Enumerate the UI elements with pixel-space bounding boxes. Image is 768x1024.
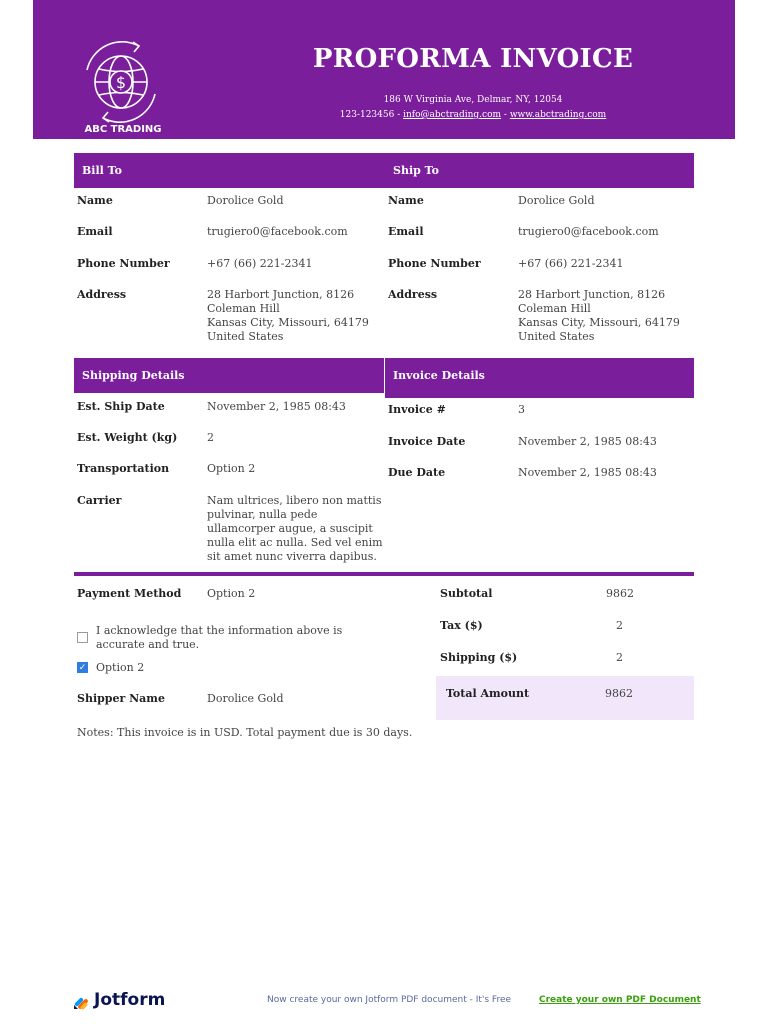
carrier-line: Nam ultrices, libero non mattis <box>207 494 382 507</box>
carrier-value <box>207 494 383 564</box>
option-label: Option 2 <box>96 661 145 674</box>
address-line: Coleman Hill <box>207 302 280 315</box>
acknowledge-text <box>96 624 342 652</box>
bill-ship-header-bar <box>74 153 694 188</box>
subtotal-value: 9862 <box>606 587 634 600</box>
acknowledge-line: accurate and true. <box>96 638 200 651</box>
transportation-label: Transportation <box>77 462 170 475</box>
invoice-number-label: Invoice # <box>388 403 446 416</box>
address-line: 28 Harbort Junction, 8126 <box>207 288 355 301</box>
address-line: United States <box>207 330 284 343</box>
shipping-cost-label: Shipping ($) <box>440 651 518 664</box>
carrier-line: sit amet nunc viverra dapibus. <box>207 550 377 563</box>
invoice-details-heading: Invoice Details <box>393 369 485 382</box>
ship-email-value: trugiero0@facebook.com <box>518 225 659 238</box>
weight-label: Est. Weight (kg) <box>77 431 178 444</box>
payment-method-label: Payment Method <box>77 587 182 600</box>
carrier-line: pulvinar, nulla pede <box>207 508 318 521</box>
company-contact <box>233 110 713 120</box>
address-line: United States <box>518 330 595 343</box>
due-date-label: Due Date <box>388 466 446 479</box>
shipping-details-heading: Shipping Details <box>82 369 185 382</box>
company-address: 186 W Virginia Ave, Delmar, NY, 12054 <box>383 95 563 105</box>
invoice-number-value: 3 <box>518 403 525 416</box>
ship-email-label: Email <box>388 225 424 238</box>
due-date-value: November 2, 1985 08:43 <box>518 466 657 479</box>
bill-email-label: Email <box>77 225 113 238</box>
ship-date-label: Est. Ship Date <box>77 400 165 413</box>
company-website-link[interactable]: www.abctrading.com <box>509 110 607 120</box>
address-line: Kansas City, Missouri, 64179 <box>207 316 369 329</box>
tax-label: Tax ($) <box>440 619 483 632</box>
bill-phone-label: Phone Number <box>77 257 170 270</box>
shipper-name-label: Shipper Name <box>77 692 165 705</box>
invoice-header <box>33 0 735 139</box>
jotform-logo-text[interactable]: Jotform <box>94 990 166 1010</box>
subtotal-label: Subtotal <box>440 587 493 600</box>
create-pdf-link[interactable]: Create your own PDF Document <box>539 995 701 1005</box>
company-name: ABC TRADING <box>84 124 162 135</box>
address-line: Coleman Hill <box>518 302 591 315</box>
bill-email-value: trugiero0@facebook.com <box>207 225 348 238</box>
carrier-label: Carrier <box>77 494 122 507</box>
bill-to-heading: Bill To <box>82 164 122 177</box>
svg-text:$: $ <box>115 73 127 92</box>
ship-address-label: Address <box>388 288 438 301</box>
total-amount-value: 9862 <box>605 687 633 700</box>
checkmark-icon: ✓ <box>78 663 87 673</box>
company-email-link[interactable]: info@abctrading.com <box>403 110 502 120</box>
ship-date-value: November 2, 1985 08:43 <box>207 400 346 413</box>
total-amount-label: Total Amount <box>446 687 530 700</box>
invoice-date-value: November 2, 1985 08:43 <box>518 435 657 448</box>
bill-name-label: Name <box>77 194 113 207</box>
footer-promo-text: Now create your own Jotform PDF document - It's Free <box>267 995 512 1005</box>
invoice-details-bar <box>385 358 694 398</box>
ship-address-value <box>518 288 680 344</box>
acknowledge-checkbox[interactable] <box>77 632 88 643</box>
carrier-line: ullamcorper augue, a suscipit <box>207 522 373 535</box>
option-checkbox[interactable] <box>77 662 88 673</box>
section-divider <box>74 572 694 576</box>
page-title: PROFORMA INVOICE <box>312 44 634 74</box>
ship-to-heading: Ship To <box>393 164 439 177</box>
address-line: Kansas City, Missouri, 64179 <box>518 316 680 329</box>
invoice-date-label: Invoice Date <box>388 435 466 448</box>
address-line: 28 Harbort Junction, 8126 <box>518 288 666 301</box>
invoice-notes: Notes: This invoice is in USD. Total payment due is 30 days. <box>77 726 413 739</box>
transportation-value: Option 2 <box>207 462 256 475</box>
globe-dollar-icon <box>79 40 163 132</box>
carrier-line: nulla elit ac nulla. Sed vel enim <box>207 536 383 549</box>
bill-name-value: Dorolice Gold <box>207 194 284 207</box>
tax-value: 2 <box>616 619 623 632</box>
jotform-logo-icon <box>73 992 91 1010</box>
ship-name-value: Dorolice Gold <box>518 194 595 207</box>
weight-value: 2 <box>207 431 214 444</box>
bill-phone-value: +67 (66) 221-2341 <box>207 257 313 270</box>
shipping-cost-value: 2 <box>616 651 623 664</box>
ship-phone-value: +67 (66) 221-2341 <box>518 257 624 270</box>
contact-separator: - <box>501 110 510 120</box>
payment-method-value: Option 2 <box>207 587 256 600</box>
ship-name-label: Name <box>388 194 424 207</box>
acknowledge-line: I acknowledge that the information above is <box>96 624 343 637</box>
bill-address-value <box>207 288 369 344</box>
ship-phone-label: Phone Number <box>388 257 481 270</box>
shipping-details-bar <box>74 358 384 393</box>
shipper-name-value: Dorolice Gold <box>207 692 284 705</box>
company-phone: 123-123456 - <box>339 110 404 120</box>
bill-address-label: Address <box>77 288 127 301</box>
